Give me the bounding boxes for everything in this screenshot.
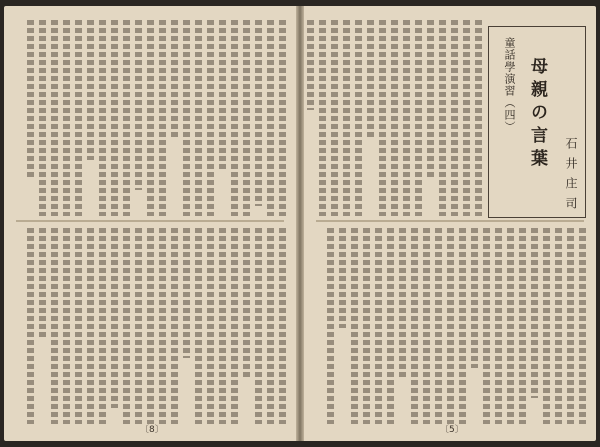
left-page-number: 〔8〕 xyxy=(140,425,164,435)
right-divider xyxy=(316,220,584,222)
left-page xyxy=(4,6,296,441)
left-divider xyxy=(16,220,284,222)
right-page xyxy=(304,6,596,441)
left-upper-text-columns xyxy=(27,20,286,216)
article-title-box xyxy=(488,26,586,218)
series-label: 童話學演習（四） xyxy=(503,37,516,133)
left-lower-text-columns xyxy=(27,228,286,424)
right-upper-text-columns xyxy=(307,20,482,216)
right-lower-text-columns xyxy=(327,228,586,424)
right-page-number: 〔5〕 xyxy=(440,425,464,435)
book-gutter xyxy=(296,6,304,441)
article-title: 母親の言葉 xyxy=(527,57,547,172)
article-author: 石井庄司 xyxy=(564,137,578,217)
